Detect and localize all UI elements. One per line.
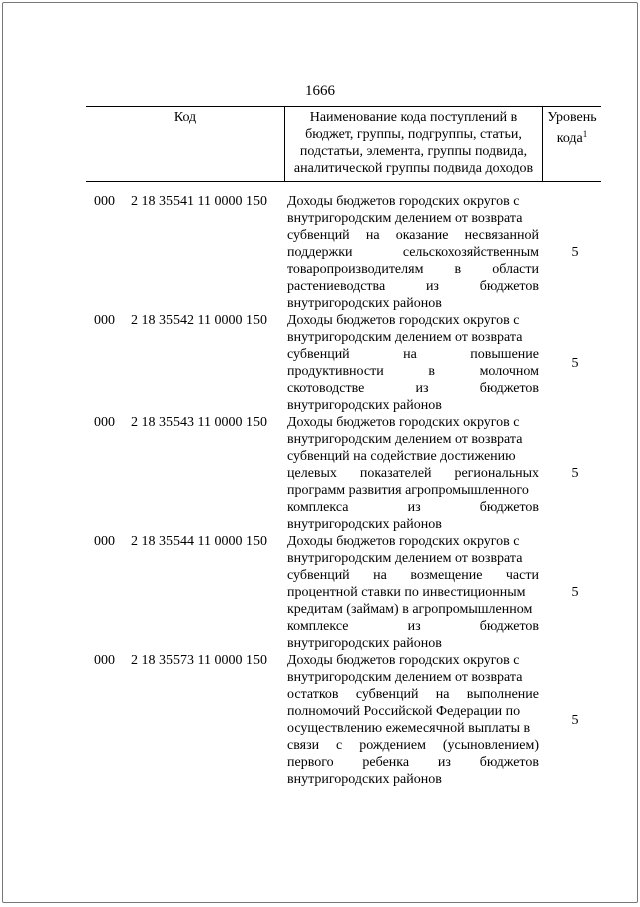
name-line — [287, 635, 539, 652]
name-word: бюджетов — [479, 381, 539, 396]
name-line — [287, 550, 539, 567]
name-word: в — [454, 262, 462, 277]
name-line — [287, 193, 539, 210]
page-number: 1666 — [305, 83, 335, 99]
name-word: бюджетов — [479, 755, 539, 770]
name-line — [287, 686, 539, 703]
code-level: 5 — [571, 585, 579, 600]
name-word: (усыновлением) — [442, 738, 539, 753]
admin-code: 000 — [94, 534, 115, 549]
name-line — [287, 397, 539, 414]
name-word: на — [365, 228, 380, 243]
name-line — [287, 346, 539, 363]
name-word: внутригородским делением от возврата — [287, 551, 523, 566]
name-line — [287, 363, 539, 380]
name-line — [287, 720, 539, 737]
name-word: внутригородских районов — [287, 296, 442, 311]
name-word: программ развития агропромышленного — [287, 483, 529, 498]
name-word: из — [437, 755, 451, 770]
name-line — [287, 652, 539, 669]
name-word: выполнение — [466, 687, 539, 702]
name-word: осуществлению ежемесячной выплаты в — [287, 721, 531, 736]
document-page — [2, 2, 638, 903]
code-level: 5 — [571, 713, 579, 728]
name-line — [287, 703, 539, 720]
name-word: внутригородских районов — [287, 636, 442, 651]
name-word: оказание — [395, 228, 449, 243]
name-word: Доходы бюджетов городских округов с — [287, 653, 520, 668]
header-name-line: подстатьи, элемента, группы подвида, — [299, 144, 528, 159]
name-word: из — [415, 381, 429, 396]
footnote-marker: 1 — [582, 129, 588, 139]
name-word: показателей — [359, 466, 432, 481]
name-word: субвенций на содействие достижению — [287, 449, 516, 464]
name-word: в — [428, 364, 435, 379]
name-line — [287, 737, 539, 754]
header-name-line: бюджет, группы, подгруппы, статьи, — [305, 127, 522, 142]
name-word: области — [492, 262, 539, 277]
name-word: на — [403, 347, 417, 362]
table-row — [3, 312, 639, 414]
name-word: бюджетов — [479, 279, 539, 294]
name-word: внутригородским делением от возврата — [287, 432, 523, 447]
name-word: Доходы бюджетов городских округов с — [287, 415, 520, 430]
table-row — [3, 193, 639, 312]
name-word: повышение — [470, 347, 539, 362]
name-word: из — [407, 500, 421, 515]
name-line — [287, 618, 539, 635]
name-word: рождением — [359, 738, 426, 753]
name-word: ребенка — [362, 755, 410, 770]
name-line — [287, 669, 539, 686]
revenue-code: 2 18 35573 11 0000 150 — [131, 653, 267, 668]
name-word: продуктивности — [287, 364, 384, 379]
name-word: бюджетов — [479, 500, 539, 515]
revenue-name — [287, 414, 539, 533]
header-level-label-2: кода — [556, 131, 583, 146]
revenue-code: 2 18 35544 11 0000 150 — [131, 534, 267, 549]
revenue-code: 2 18 35542 11 0000 150 — [131, 313, 267, 328]
table-body — [3, 193, 639, 788]
name-word: на — [435, 687, 450, 702]
name-word: субвенций — [287, 568, 350, 583]
name-word: связи — [287, 738, 320, 753]
name-line — [287, 414, 539, 431]
header-level-label: Уровень — [547, 110, 597, 125]
name-word: Доходы бюджетов городских округов с — [287, 194, 520, 209]
name-word: процентной ставки по инвестиционным — [287, 585, 526, 600]
name-line — [287, 499, 539, 516]
name-word: внутригородским делением от возврата — [287, 670, 523, 685]
name-word: комплексе — [287, 619, 349, 634]
name-word: Доходы бюджетов городских округов с — [287, 313, 520, 328]
name-word: несвязанной — [464, 228, 539, 243]
name-line — [287, 533, 539, 550]
name-word: региональных — [454, 466, 539, 481]
name-word: из — [407, 619, 421, 634]
admin-code: 000 — [94, 653, 115, 668]
code-level: 5 — [571, 356, 579, 371]
name-line — [287, 754, 539, 771]
name-word: кредитам (займам) в агропромышленном — [287, 602, 533, 617]
name-word: молочном — [479, 364, 539, 379]
name-word: возмещение — [410, 568, 483, 583]
name-line — [287, 227, 539, 244]
name-line — [287, 295, 539, 312]
header-name-line: Наименование кода поступлений в — [309, 110, 518, 125]
admin-code: 000 — [94, 415, 115, 430]
name-word: бюджетов — [479, 619, 539, 634]
revenue-code: 2 18 35541 11 0000 150 — [131, 194, 267, 209]
name-word: товаропроизводителям — [287, 262, 424, 277]
table-row — [3, 652, 639, 788]
header-code-label: Код — [173, 110, 197, 125]
table-row — [3, 414, 639, 533]
name-word: внутригородских районов — [287, 398, 442, 413]
name-line — [287, 278, 539, 295]
header-code-column — [86, 107, 284, 181]
name-line — [287, 465, 539, 482]
header-level-column — [542, 107, 601, 181]
name-word: внутригородских районов — [287, 772, 442, 787]
name-line — [287, 771, 539, 788]
name-word: Доходы бюджетов городских округов с — [287, 534, 520, 549]
name-line — [287, 431, 539, 448]
name-word: скотоводстве — [287, 381, 365, 396]
name-line — [287, 261, 539, 278]
name-line — [287, 329, 539, 346]
name-word: внутригородским делением от возврата — [287, 211, 523, 226]
revenue-name — [287, 533, 539, 652]
name-word: субвенций — [355, 687, 419, 702]
name-line — [287, 244, 539, 261]
revenue-name — [287, 652, 539, 788]
name-word: на — [373, 568, 387, 583]
name-word: внутригородским делением от возврата — [287, 330, 523, 345]
name-line — [287, 380, 539, 397]
name-word: комплекса — [287, 500, 349, 515]
name-word: части — [505, 568, 539, 583]
name-line — [287, 210, 539, 227]
code-level: 5 — [571, 466, 579, 481]
name-word: внутригородских районов — [287, 517, 442, 532]
name-word: субвенций — [287, 347, 350, 362]
name-word: из — [425, 279, 439, 294]
revenue-name — [287, 193, 539, 312]
name-word: первого — [287, 755, 334, 770]
name-line — [287, 584, 539, 601]
revenue-code: 2 18 35543 11 0000 150 — [131, 415, 267, 430]
revenue-name — [287, 312, 539, 414]
name-word: целевых — [287, 466, 337, 481]
name-line — [287, 516, 539, 533]
name-line — [287, 482, 539, 499]
name-line — [287, 567, 539, 584]
name-word: сельскохозяйственным — [402, 245, 539, 260]
name-word: полномочий Российской Федерации по — [287, 704, 521, 719]
name-word: поддержки — [287, 245, 353, 260]
name-word: растениеводства — [287, 279, 386, 294]
name-line — [287, 601, 539, 618]
admin-code: 000 — [94, 194, 115, 209]
name-word: остатков — [287, 687, 339, 702]
admin-code: 000 — [94, 313, 115, 328]
table-row — [3, 533, 639, 652]
name-word: с — [336, 738, 343, 753]
header-name-line: аналитической группы подвида доходов — [293, 161, 534, 176]
code-level: 5 — [571, 245, 579, 260]
name-line — [287, 448, 539, 465]
name-word: субвенций — [287, 228, 350, 243]
name-line — [287, 312, 539, 329]
table-header — [86, 106, 601, 182]
header-name-column — [284, 107, 542, 181]
